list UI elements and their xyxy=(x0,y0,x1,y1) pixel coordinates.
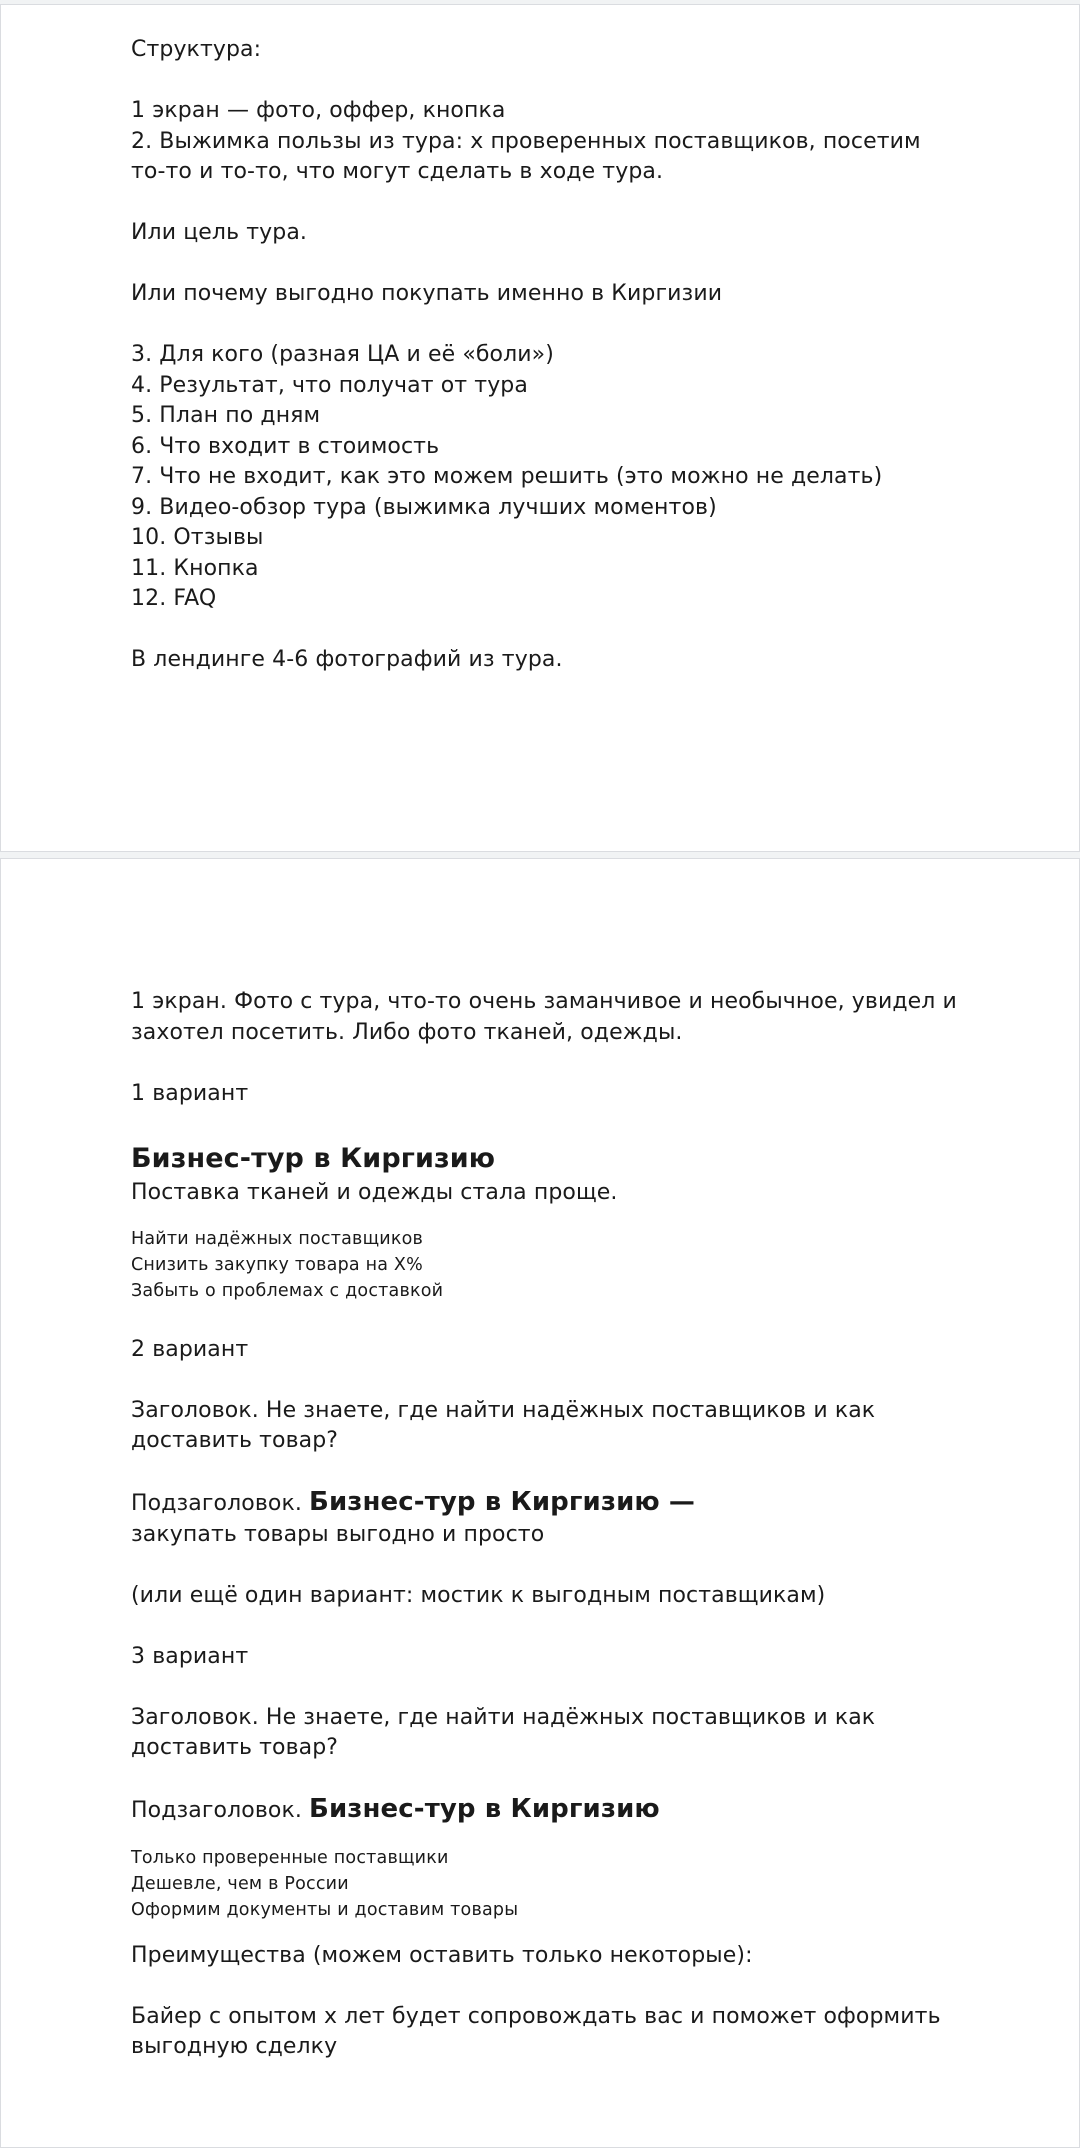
variant-2-heading: Заголовок. Не знаете, где найти надёжных поставщиков и как доставить товар? xyxy=(131,1397,876,1453)
variant-3-bullet-2: Дешевле, чем в России xyxy=(131,1873,349,1894)
variant-2-label: 2 вариант xyxy=(131,1336,249,1362)
structure-item-9: 9. Видео-обзор тура (выжимка лучших моментов) xyxy=(131,494,717,520)
page-1-content xyxy=(131,35,961,676)
variant-2-alt: (или ещё один вариант: мостик к выгодным поставщикам) xyxy=(131,1582,826,1608)
variant-1-label: 1 вариант xyxy=(131,1080,249,1106)
structure-item-2: 2. Выжимка пользы из тура: x проверенных поставщиков, посетим то-то и то-то, что могут сделать в ходе тура. xyxy=(131,128,921,184)
variant-1-bullet-2: Снизить закупку товара на X% xyxy=(131,1255,423,1275)
variant-3-bullet-1: Только проверенные поставщики xyxy=(131,1847,449,1868)
screen-1-intro: 1 экран. Фото с тура, что-то очень заманчивое и необычное, увидел и захотел посетить. Либо фото тканей, одежды. xyxy=(131,989,957,1045)
variant-3-sub-bold: Бизнес-тур в Киргизию xyxy=(309,1794,660,1824)
variant-2-subheading xyxy=(131,1487,961,1520)
structure-item-4: 4. Результат, что получат от тура xyxy=(131,372,528,398)
variant-1-title: Бизнес-тур в Киргизию xyxy=(131,1142,496,1174)
variant-1-subtitle: Поставка тканей и одежды стала проще. xyxy=(131,1179,618,1205)
document-page-2 xyxy=(0,858,1080,2148)
photos-note: В лендинге 4-6 фотографий из тура. xyxy=(131,647,563,672)
structure-item-5: 5. План по дням xyxy=(131,403,321,428)
structure-item-10: 10. Отзывы xyxy=(131,525,264,550)
variant-3-subheading xyxy=(131,1794,961,1827)
structure-heading: Структура: xyxy=(131,37,262,62)
variant-2-sub-bold: Бизнес-тур в Киргизию — xyxy=(309,1487,696,1517)
structure-item-1: 1 экран — фото, оффер, кнопка xyxy=(131,98,506,123)
buyer-advantage: Байер с опытом x лет будет сопровождать вас и поможет оформить выгодную сделку xyxy=(131,2003,941,2059)
variant-1-bullet-1: Найти надёжных поставщиков xyxy=(131,1229,424,1249)
variant-2-sub-line-2: закупать товары выгодно и просто xyxy=(131,1521,545,1547)
variant-1-bullet-3: Забыть о проблемах с доставкой xyxy=(131,1281,444,1301)
advantages-heading: Преимущества (можем оставить только некоторые): xyxy=(131,1942,753,1968)
variant-3-label: 3 вариант xyxy=(131,1643,249,1669)
alt-why: Или почему выгодно покупать именно в Киргизии xyxy=(131,281,723,306)
structure-item-3: 3. Для кого (разная ЦА и её «боли») xyxy=(131,342,554,367)
structure-item-12: 12. FAQ xyxy=(131,586,217,611)
variant-3-heading: Заголовок. Не знаете, где найти надёжных поставщиков и как доставить товар? xyxy=(131,1704,876,1760)
structure-item-6: 6. Что входит в стоимость xyxy=(131,433,440,459)
structure-item-11: 11. Кнопка xyxy=(131,555,259,581)
variant-3-sub-prefix: Подзаголовок. xyxy=(131,1798,310,1823)
alt-goal: Или цель тура. xyxy=(131,220,308,245)
page-2-content xyxy=(131,987,961,2063)
variant-2-sub-prefix: Подзаголовок. xyxy=(131,1491,310,1516)
structure-item-7: 7. Что не входит, как это можем решить (это можно не делать) xyxy=(131,464,883,489)
variant-3-bullet-3: Оформим документы и доставим товары xyxy=(131,1899,519,1920)
document-page-1 xyxy=(0,4,1080,852)
